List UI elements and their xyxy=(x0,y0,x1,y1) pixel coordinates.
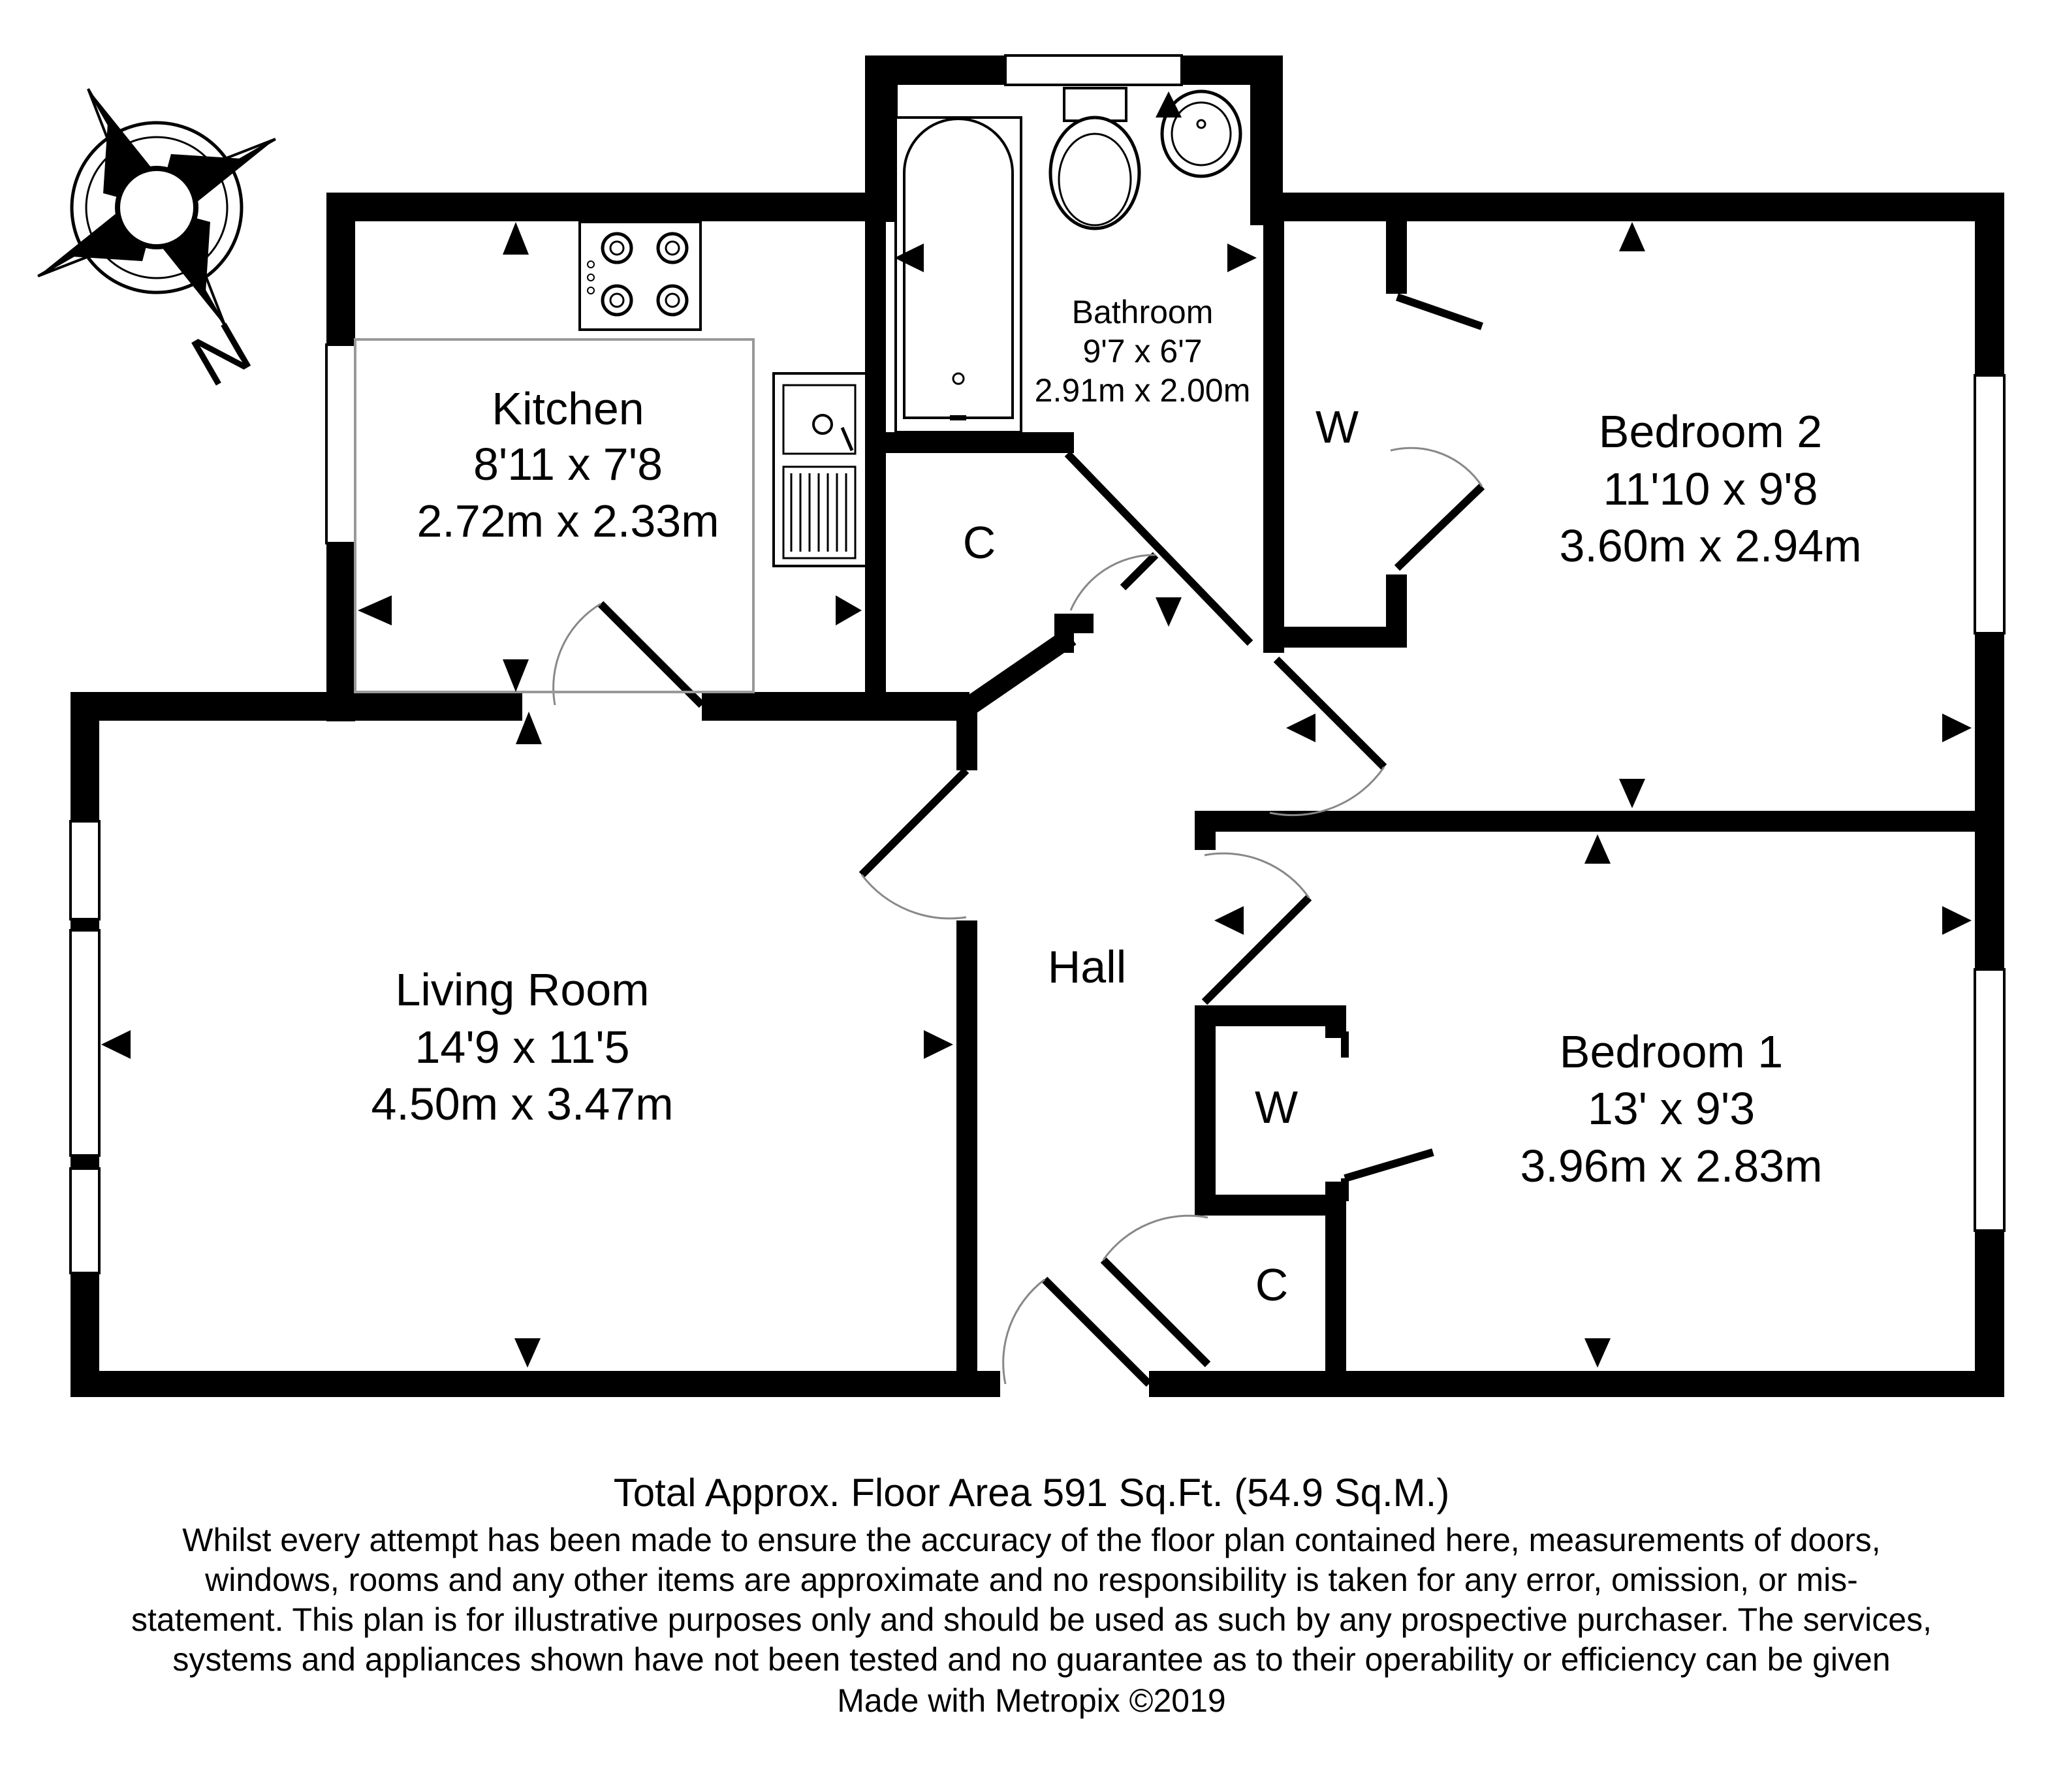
door-wardrobe-bed1-a xyxy=(1345,1152,1433,1178)
bathroom-imperial: 9'7 x 6'7 xyxy=(1082,333,1203,369)
window-living-3 xyxy=(71,1169,99,1273)
room-kitchen-label xyxy=(417,383,719,546)
swing-bedroom2 xyxy=(1270,767,1384,815)
swing-wardrobe-bed2 xyxy=(1391,448,1482,486)
plan-footer xyxy=(0,1466,2063,1721)
toilet-icon xyxy=(1050,88,1139,228)
door-kitchen xyxy=(601,604,702,705)
window-living-1 xyxy=(71,821,99,919)
bedroom2-name: Bedroom 2 xyxy=(1598,406,1823,457)
door-bedroom1 xyxy=(1205,898,1309,1002)
sink-icon xyxy=(774,373,866,566)
swing-living xyxy=(862,875,966,919)
cupboard-bottom-label: C xyxy=(1255,1259,1289,1310)
bedroom2-metric: 3.60m x 2.94m xyxy=(1559,520,1862,571)
swing-cupboard-bottom xyxy=(1103,1216,1208,1260)
window-bedroom2 xyxy=(1975,375,2004,633)
window-bedroom1 xyxy=(1975,969,2004,1231)
living-metric: 4.50m x 3.47m xyxy=(371,1078,674,1129)
living-imperial: 14'9 x 11'5 xyxy=(415,1022,630,1073)
total-floor-area: Total Approx. Floor Area 591 Sq.Ft. (54.9 Sq.M.) xyxy=(613,1471,1450,1515)
room-bathroom-label xyxy=(1035,294,1251,409)
swing-front xyxy=(1003,1280,1045,1384)
window-kitchen xyxy=(326,345,355,543)
bedroom1-name: Bedroom 1 xyxy=(1559,1026,1784,1077)
hob-icon xyxy=(580,222,701,330)
door-wardrobe-bed2-a xyxy=(1397,486,1482,568)
door-living xyxy=(862,770,966,875)
living-name: Living Room xyxy=(395,964,650,1015)
bath-icon xyxy=(896,118,1021,432)
room-bedroom2-label xyxy=(1560,406,1862,571)
door-bedroom2 xyxy=(1276,659,1384,767)
disclaimer-text: Whilst every attempt has been made to ensure the accuracy of the floor plan contained here, measurements of doors, windows, rooms and any other items are approximate and no responsibility is taken for any error, omission, or mis-statement. This plan is for illustrative purposes only and should be used as such by any prospective purchaser. The services, systems and appliances shown have not been tested and no guarantee as to their operability or efficiency can be given xyxy=(131,1522,1932,1678)
kitchen-metric: 2.72m x 2.33m xyxy=(417,495,719,546)
bathroom-name: Bathroom xyxy=(1071,294,1214,330)
room-bedroom1-label xyxy=(1520,1026,1823,1191)
wardrobe-bedroom2-label: W xyxy=(1315,401,1359,452)
walls xyxy=(71,55,2004,1397)
wardrobe-bedroom1-label: W xyxy=(1254,1082,1299,1133)
bedroom2-imperial: 11'10 x 9'8 xyxy=(1603,464,1818,514)
kitchen-imperial: 8'11 x 7'8 xyxy=(473,439,663,490)
door-bathroom xyxy=(1067,454,1250,643)
bathroom-metric: 2.91m x 2.00m xyxy=(1034,372,1251,409)
swing-bedroom1 xyxy=(1205,853,1309,898)
cupboard-top-label: C xyxy=(962,517,996,568)
bedroom1-imperial: 13' x 9'3 xyxy=(1587,1083,1756,1134)
kitchen-name: Kitchen xyxy=(492,383,644,434)
bedroom1-metric: 3.96m x 2.83m xyxy=(1520,1140,1823,1191)
door-wardrobe-bed2-b xyxy=(1397,297,1482,326)
made-with-credit: Made with Metropix ©2019 xyxy=(837,1682,1226,1719)
swing-kitchen xyxy=(554,604,601,705)
window-living-2 xyxy=(71,930,99,1155)
compass-north-label: N xyxy=(178,306,264,402)
hall-label: Hall xyxy=(1047,941,1127,992)
window-bathroom xyxy=(1005,55,1182,85)
room-living-label xyxy=(371,964,674,1129)
compass-rose-icon xyxy=(0,20,344,395)
diagonal-walls xyxy=(966,637,1071,708)
